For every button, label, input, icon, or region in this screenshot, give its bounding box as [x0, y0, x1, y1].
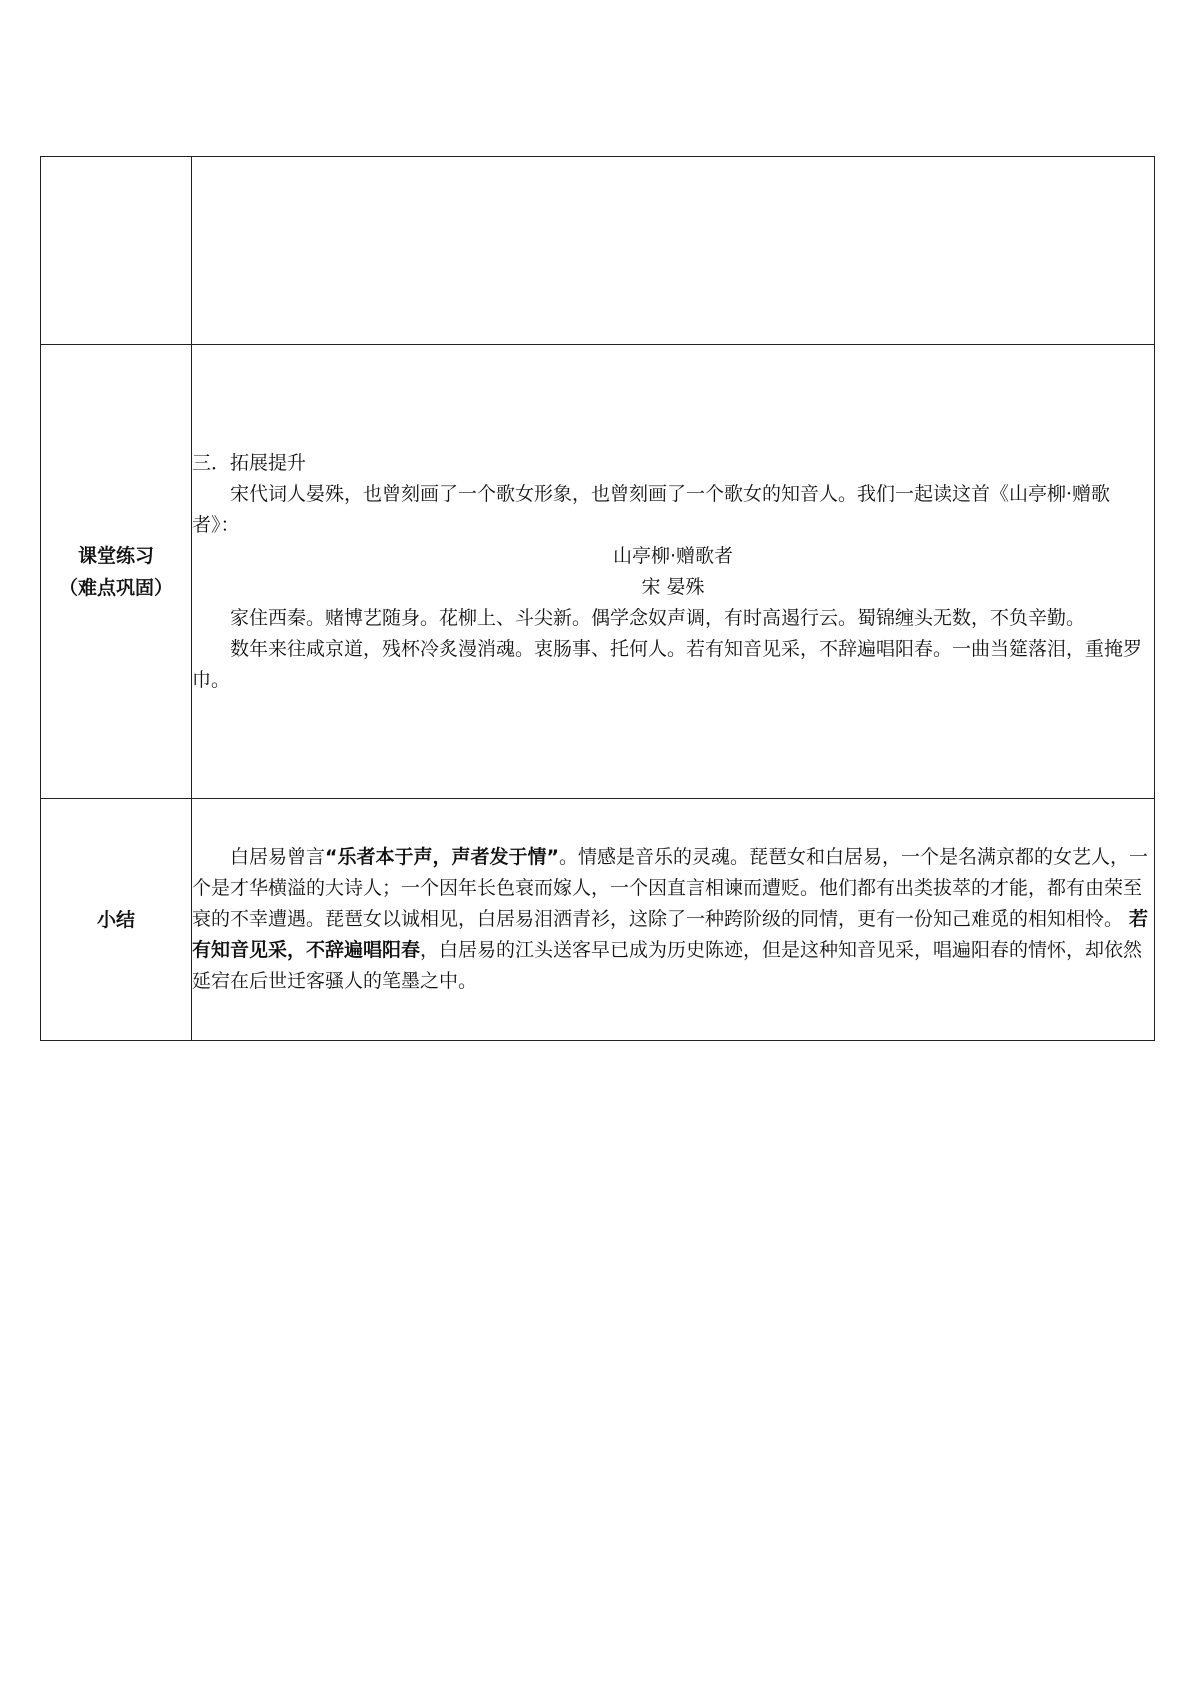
summary-content-cell	[192, 799, 1155, 1041]
empty-content-cell	[192, 157, 1155, 345]
lesson-plan-table	[40, 156, 1155, 1041]
row-label-cell	[41, 157, 192, 345]
practice-heading: 三．拓展提升	[192, 451, 307, 474]
summary-text-1: 白居易曾言	[230, 846, 326, 868]
table-row	[41, 799, 1155, 1041]
row-label-summary: 小结	[96, 908, 135, 931]
table-row	[41, 157, 1155, 345]
row-label-practice-sub: （难点巩固）	[58, 576, 173, 599]
row-label-cell	[41, 345, 192, 799]
summary-paragraph	[192, 842, 1154, 997]
poem-stanza-1: 家住西秦。赌博艺随身。花柳上、斗尖新。偶学念奴声调，有时高遏行云。蜀锦缠头无数，不负辛勤。	[230, 606, 1086, 629]
summary-text-3: ，白居易的江头送客早已成为历史陈迹，但是这种知音见采，唱遍阳春的情怀，却依然延宕在后世迁客骚人的笔墨之中。	[192, 939, 1143, 992]
practice-content-cell	[192, 345, 1155, 799]
summary-quote-2: 若有知音见采，不辞遍唱阳春	[192, 908, 1149, 961]
table-row	[41, 345, 1155, 799]
row-label-cell	[41, 799, 192, 1041]
poem-title: 山亭柳·赠歌者	[612, 544, 734, 567]
practice-intro: 宋代词人晏殊，也曾刻画了一个歌女形象，也曾刻画了一个歌女的知音人。我们一起读这首《山亭柳·赠歌者》：	[192, 482, 1111, 536]
poem-stanza-2: 数年来往咸京道，残杯冷炙漫消魂。衷肠事、托何人。若有知音见采，不辞遍唱阳春。一曲当筵落泪，重掩罗巾。	[192, 637, 1143, 691]
summary-text-2: 。情感是音乐的灵魂。琵琶女和白居易，一个是名满京都的女艺人，一个是才华横溢的大诗人；一个因年长色衰而嫁人，一个因直言相谏而遭贬。他们都有出类拔萃的才能，都有由荣至衰的不幸遭遇。琵琶女以诚相见，白居易泪洒青衫，这除了一种跨阶级的同情，更有一份知己难觅的相知相怜。	[192, 846, 1149, 930]
summary-quote-1: “乐者本于声，声者发于情”	[325, 846, 559, 868]
poem-author: 宋 晏殊	[641, 575, 705, 598]
row-label-practice: 课堂练习	[77, 544, 154, 567]
